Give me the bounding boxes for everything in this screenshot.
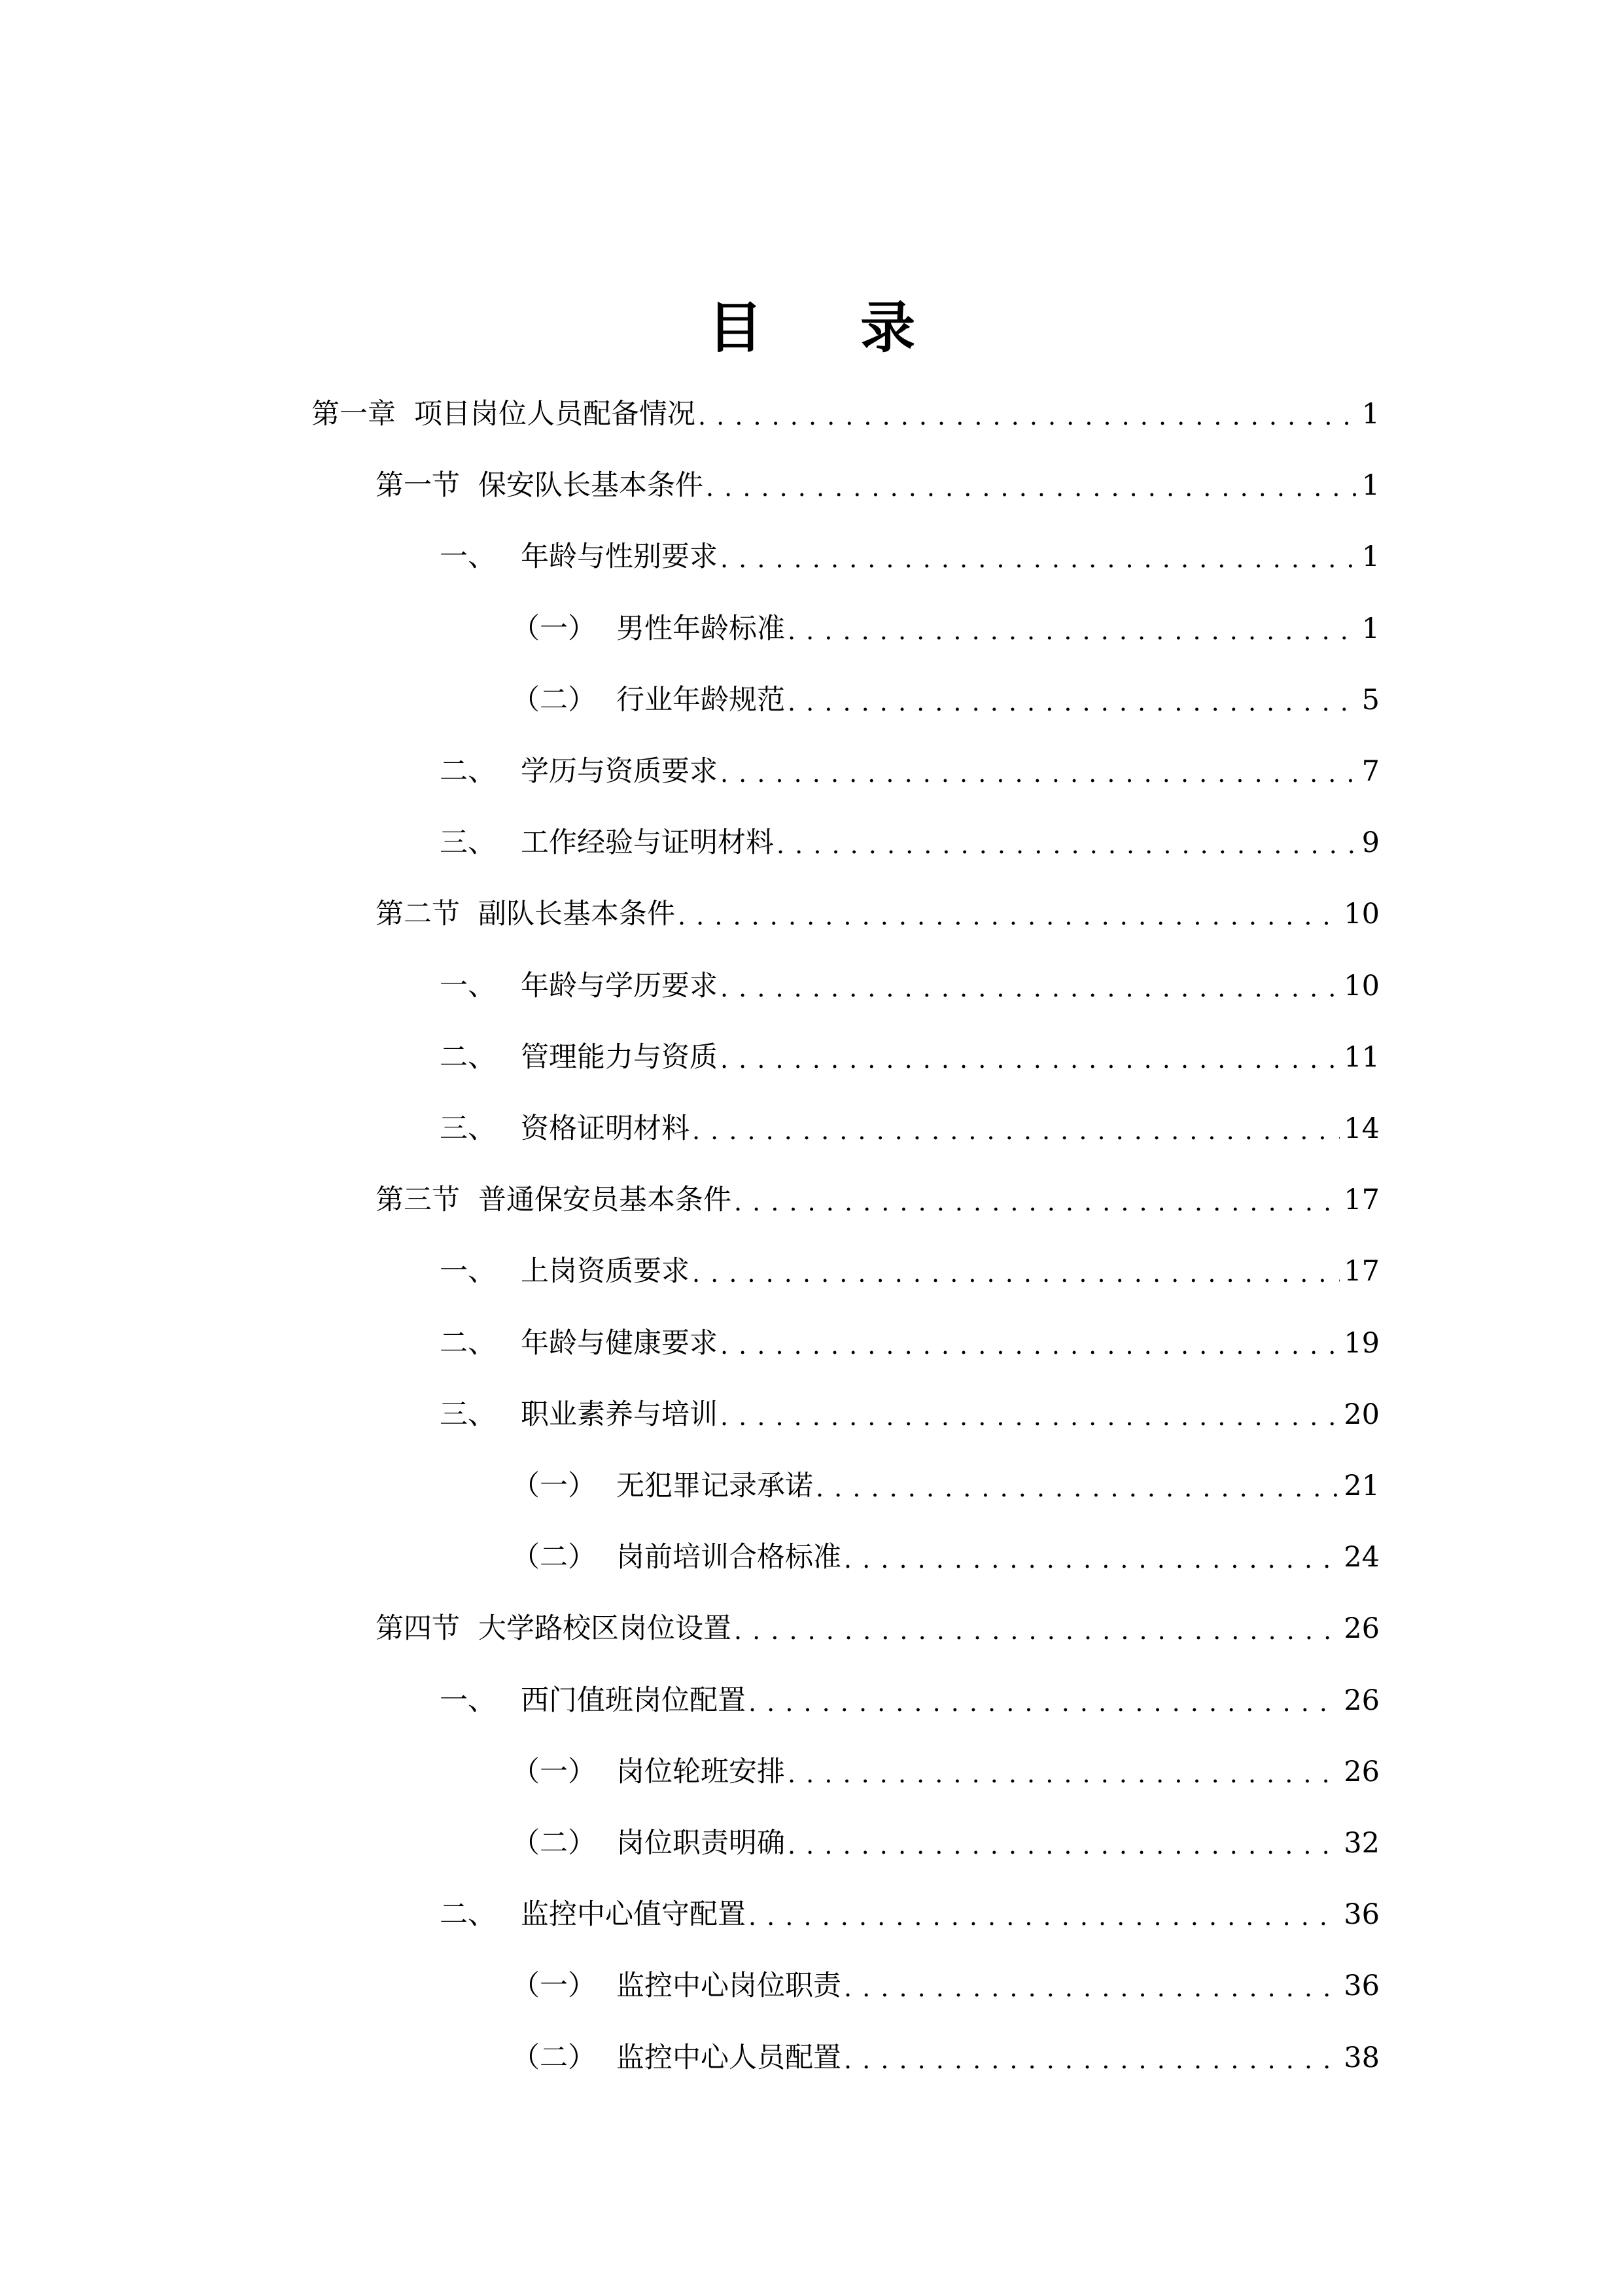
- dot-leader: [720, 963, 1340, 1009]
- toc-entry-number: （二）: [512, 1541, 596, 1574]
- dot-leader: [748, 1678, 1340, 1723]
- toc-entry-number: 二、: [440, 1040, 496, 1074]
- toc-entry-page-number: 38: [1344, 2041, 1380, 2074]
- toc-entry[interactable]: [440, 1248, 1380, 1294]
- toc-entry-number: 二、: [440, 1326, 496, 1360]
- toc-entry-page-number: 1: [1361, 469, 1380, 503]
- toc-entry[interactable]: [375, 891, 1380, 937]
- toc-entry-page-number: 20: [1344, 1398, 1380, 1431]
- dot-leader: [720, 749, 1358, 794]
- dot-leader: [788, 1820, 1340, 1866]
- toc-entry-page-number: 7: [1361, 755, 1380, 788]
- toc-entry[interactable]: [311, 391, 1380, 437]
- toc-entry-page-number: 11: [1344, 1040, 1380, 1074]
- toc-entry-page-number: 26: [1344, 1612, 1380, 1646]
- toc-entry-title: 西门值班岗位配置: [521, 1684, 746, 1717]
- dot-leader: [720, 1320, 1340, 1366]
- toc-entry-title: 保安队长基本条件: [478, 469, 703, 503]
- toc-entry[interactable]: [512, 677, 1380, 723]
- toc-entry-title: 资格证明材料: [521, 1112, 689, 1145]
- toc-entry[interactable]: [440, 1320, 1380, 1366]
- toc-entry-title: 男性年龄标准: [616, 612, 785, 645]
- toc-entry[interactable]: [440, 820, 1380, 866]
- toc-entry-page-number: 5: [1361, 683, 1380, 716]
- toc-entry[interactable]: [375, 1606, 1380, 1651]
- toc-entry-page-number: 24: [1344, 1541, 1380, 1574]
- dot-leader: [720, 1034, 1340, 1080]
- toc-entry-number: 第三节: [375, 1184, 460, 1217]
- toc-entry-title: 大学路校区岗位设置: [478, 1612, 731, 1646]
- dot-leader: [734, 1177, 1340, 1223]
- toc-entry-number: （一）: [512, 1969, 596, 2003]
- toc-entry[interactable]: [512, 606, 1380, 652]
- toc-entry[interactable]: [440, 1106, 1380, 1152]
- toc-entry[interactable]: [512, 1963, 1380, 2009]
- dot-leader: [777, 820, 1358, 866]
- toc-entry-title: 岗前培训合格标准: [616, 1541, 841, 1574]
- dot-leader: [788, 677, 1358, 723]
- toc-entry-title: 项目岗位人员配备情况: [414, 398, 695, 431]
- toc-entry-page-number: 1: [1361, 540, 1380, 574]
- toc-entry[interactable]: [440, 963, 1380, 1009]
- toc-entry-page-number: 1: [1361, 612, 1380, 645]
- toc-entry-number: 第一节: [375, 469, 460, 503]
- toc-entry-title: 工作经验与证明材料: [521, 826, 774, 860]
- dot-leader: [844, 1534, 1340, 1580]
- toc-entry-title: 岗位轮班安排: [616, 1755, 785, 1788]
- dot-leader: [678, 891, 1340, 937]
- toc-entry-number: （二）: [512, 683, 596, 716]
- toc-entry[interactable]: [440, 1892, 1380, 1937]
- toc-entry[interactable]: [440, 1678, 1380, 1723]
- dot-leader: [720, 534, 1358, 580]
- toc-entry-title: 管理能力与资质: [521, 1040, 718, 1074]
- toc-entry-title: 副队长基本条件: [478, 898, 675, 931]
- toc-entry-title: 上岗资质要求: [521, 1255, 689, 1288]
- toc-entry-page-number: 10: [1344, 898, 1380, 931]
- toc-entry-number: 三、: [440, 1398, 496, 1431]
- dot-leader: [788, 1749, 1340, 1795]
- toc-entry[interactable]: [512, 1534, 1380, 1580]
- toc-entry-page-number: 9: [1361, 826, 1380, 860]
- toc-entry-title: 年龄与学历要求: [521, 969, 718, 1002]
- dot-leader: [720, 1392, 1340, 1438]
- toc-entry-title: 无犯罪记录承诺: [616, 1470, 813, 1502]
- toc-entry[interactable]: [440, 749, 1380, 794]
- toc-entry-title: 监控中心人员配置: [616, 2041, 841, 2074]
- toc-entry-page-number: 36: [1344, 1969, 1380, 2003]
- toc-entry-title: 年龄与健康要求: [521, 1326, 718, 1360]
- toc-entry-number: 一、: [440, 969, 496, 1002]
- dot-leader: [734, 1606, 1340, 1651]
- dot-leader: [706, 463, 1358, 508]
- dot-leader: [816, 1463, 1340, 1509]
- toc-entry[interactable]: [375, 463, 1380, 508]
- toc-entry-title: 行业年龄规范: [616, 683, 785, 716]
- toc-entry-number: 三、: [440, 826, 496, 860]
- toc-entry-page-number: 10: [1344, 969, 1380, 1002]
- toc-entry-page-number: 26: [1344, 1684, 1380, 1717]
- dot-leader: [692, 1248, 1340, 1294]
- toc-entry-number: 第二节: [375, 898, 460, 931]
- toc-entry-title: 学历与资质要求: [521, 755, 718, 788]
- dot-leader: [844, 2035, 1340, 2081]
- toc-entry-title: 职业素养与培训: [521, 1398, 718, 1431]
- toc-entry-page-number: 32: [1344, 1827, 1380, 1860]
- toc-entry-page-number: 36: [1344, 1898, 1380, 1932]
- dot-leader: [844, 1963, 1340, 2009]
- toc-entry-title: 监控中心值守配置: [521, 1898, 746, 1932]
- toc-entry-page-number: 17: [1344, 1184, 1380, 1217]
- dot-leader: [698, 391, 1358, 437]
- toc-entry-number: 一、: [440, 540, 496, 574]
- toc-entry-page-number: 1: [1361, 398, 1380, 431]
- toc-entry-title: 监控中心岗位职责: [616, 1969, 841, 2003]
- dot-leader: [748, 1892, 1340, 1937]
- toc-title: 目 录: [707, 296, 955, 360]
- toc-entry-number: （一）: [512, 1470, 596, 1502]
- toc-entry-number: 二、: [440, 1898, 496, 1932]
- toc-entry-number: （二）: [512, 2041, 596, 2074]
- toc-entry[interactable]: [512, 2035, 1380, 2081]
- toc-entry-page-number: 19: [1344, 1326, 1380, 1360]
- toc-entry[interactable]: [440, 1392, 1380, 1438]
- dot-leader: [692, 1106, 1340, 1152]
- toc-entry-title: 岗位职责明确: [616, 1827, 785, 1860]
- toc-entry-page-number: 26: [1344, 1755, 1380, 1788]
- toc-entry-page-number: 21: [1344, 1470, 1380, 1502]
- toc-entry-number: 第四节: [375, 1612, 460, 1646]
- toc-entry[interactable]: [375, 1177, 1380, 1223]
- toc-entry[interactable]: [440, 1034, 1380, 1080]
- toc-entry[interactable]: [512, 1820, 1380, 1866]
- toc-entry-number: （二）: [512, 1827, 596, 1860]
- toc-entry-number: 第一章: [311, 398, 396, 431]
- toc-entry-page-number: 14: [1344, 1112, 1380, 1145]
- toc-entry-number: （一）: [512, 612, 596, 645]
- toc-entry-title: 普通保安员基本条件: [478, 1184, 731, 1217]
- dot-leader: [788, 606, 1358, 652]
- toc-entry-number: 一、: [440, 1255, 496, 1288]
- toc-entry[interactable]: [512, 1463, 1380, 1509]
- toc-entry[interactable]: [512, 1749, 1380, 1795]
- toc-entry-number: 一、: [440, 1684, 496, 1717]
- toc-entry-page-number: 17: [1344, 1255, 1380, 1288]
- toc-entry-number: （一）: [512, 1755, 596, 1788]
- toc-entry[interactable]: [440, 534, 1380, 580]
- toc-entry-number: 三、: [440, 1112, 496, 1145]
- toc-entry-number: 二、: [440, 755, 496, 788]
- toc-entry-title: 年龄与性别要求: [521, 540, 718, 574]
